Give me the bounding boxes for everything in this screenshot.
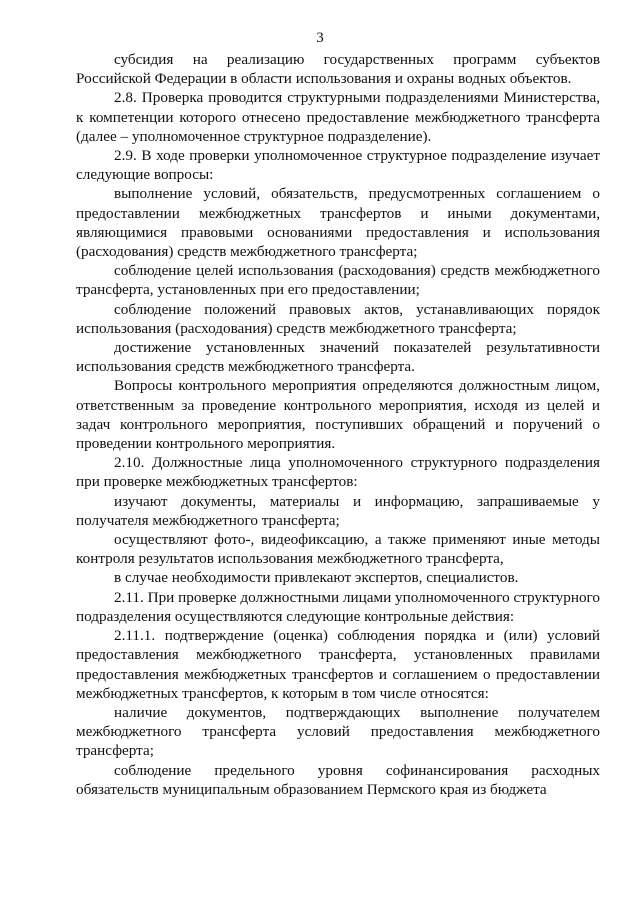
paragraph: 2.10. Должностные лица уполномоченного структурного подразделения при проверке межбюджетных трансфертов: xyxy=(76,454,600,491)
paragraph: соблюдение целей использования (расходования) средств межбюджетного трансферта, установленных при его предоставлении; xyxy=(76,262,600,299)
paragraph: изучают документы, материалы и информацию, запрашиваемые у получателя межбюджетного трансферта; xyxy=(76,492,600,529)
paragraph: наличие документов, подтверждающих выполнение получателем межбюджетного трансферта условий предоставления межбюджетного трансферта; xyxy=(76,703,600,760)
page-number: 3 xyxy=(316,30,324,46)
document-body xyxy=(76,50,600,799)
paragraph: 2.9. В ходе проверки уполномоченное структурное подразделение изучает следующие вопросы: xyxy=(76,147,600,184)
paragraph: соблюдение предельного уровня софинансирования расходных обязательств муниципальным образованием Пермского края из бюджета xyxy=(76,761,600,798)
paragraph: достижение установленных значений показателей результативности использования средств межбюджетного трансферта. xyxy=(76,339,600,376)
paragraph: соблюдение положений правовых актов, устанавливающих порядок использования (расходования) средств межбюджетного трансферта; xyxy=(76,300,600,337)
paragraph: Вопросы контрольного мероприятия определяются должностным лицом, ответственным за проведение контрольного мероприятия, исходя из целей и задач контрольного мероприятия, поступивших обращений и поручений о проведении контрольного мероприятия. xyxy=(76,377,600,453)
paragraph: осуществляют фото-, видеофиксацию, а также применяют иные методы контроля результатов использования межбюджетного трансферта, xyxy=(76,531,600,568)
paragraph: 2.11. При проверке должностными лицами уполномоченного структурного подразделения осуществляются следующие контрольные действия: xyxy=(76,588,600,625)
paragraph: в случае необходимости привлекают экспертов, специалистов. xyxy=(114,569,519,587)
paragraph: выполнение условий, обязательств, предусмотренных соглашением о предоставлении межбюджетных трансфертов и иными документами, являющимися правовыми основаниями предоставления и использования (расходования) средств межбюджетного трансферта; xyxy=(76,185,600,261)
paragraph: субсидия на реализацию государственных программ субъектов Российской Федерации в области использования и охраны водных объектов. xyxy=(76,51,600,88)
paragraph: 2.8. Проверка проводится структурными подразделениями Министерства, к компетенции которого отнесено предоставление межбюджетного трансферта (далее – уполномоченное структурное подразделение). xyxy=(76,89,600,145)
paragraph: 2.11.1. подтверждение (оценка) соблюдения порядка и (или) условий предоставления межбюджетного трансферта, установленных правилами предоставления межбюджетных трансфертов и соглашением о предоставлении межбюджетных трансфертов, к которым в том числе относятся: xyxy=(76,627,600,702)
